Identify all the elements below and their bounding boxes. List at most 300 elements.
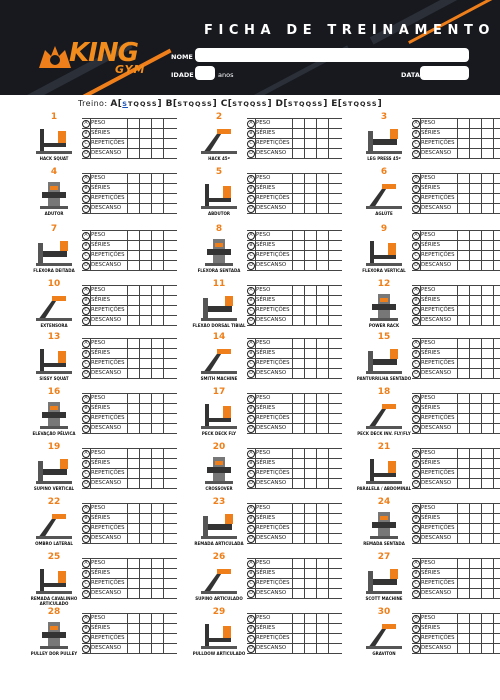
log-row-descanso[interactable] [247,316,342,326]
log-row-séries[interactable] [82,129,177,139]
row-letter-badge: B [247,515,255,523]
cell-divider [127,349,128,359]
row-label: DESCANSO [91,150,122,156]
log-row-peso[interactable] [82,231,177,241]
log-row-séries[interactable] [412,296,500,306]
log-row-peso[interactable] [412,449,500,459]
exercise-log-table [247,393,342,434]
treino-option-b[interactable] [162,99,217,108]
cell-divider [481,459,482,469]
row-label: DESCANSO [91,317,122,323]
log-row-peso[interactable] [82,174,177,184]
log-row-descanso[interactable] [82,316,177,326]
log-row-repetições[interactable] [82,194,177,204]
log-row-peso[interactable] [82,394,177,404]
log-row-peso[interactable] [412,504,500,514]
exercise-card [185,281,352,336]
cell-divider [139,394,140,404]
log-row-descanso[interactable] [412,261,500,271]
log-row-séries[interactable] [82,514,177,524]
cell-divider [127,286,128,296]
cell-divider [151,614,152,624]
row-label: DESCANSO [421,535,452,541]
row-label: REPETIÇÕES [256,525,290,531]
log-row-descanso[interactable] [82,424,177,434]
cell-divider [151,261,152,271]
log-row-repetições[interactable] [412,359,500,369]
row-letter-badge: C [412,525,420,533]
cell-divider [328,514,329,524]
cell-divider [457,129,458,139]
exercise-log-table [412,613,500,654]
log-row-peso[interactable] [412,339,500,349]
log-row-peso[interactable] [82,339,177,349]
log-row-repetições[interactable] [82,251,177,261]
exercise-card [350,281,500,336]
row-letter-badge: A [247,340,255,348]
log-row-descanso[interactable] [412,644,500,654]
log-row-séries[interactable] [247,241,342,251]
exercise-name: PECK DECK FLY [201,431,237,436]
cell-divider [493,339,494,349]
log-row-séries[interactable] [412,184,500,194]
exercise-log-table [247,503,342,544]
log-row-séries[interactable] [412,514,500,524]
log-row-séries[interactable] [82,349,177,359]
cell-divider [292,504,293,514]
cell-divider [493,394,494,404]
log-row-séries[interactable] [412,569,500,579]
log-row-peso[interactable] [412,174,500,184]
cell-divider [304,469,305,479]
machine-image [34,510,74,540]
row-label: DESCANSO [91,535,122,541]
exercise-log-table [82,338,177,379]
log-row-peso[interactable] [247,614,342,624]
age-field[interactable] [195,66,215,80]
log-row-repetições[interactable] [82,414,177,424]
cell-divider [151,404,152,414]
treino-day[interactable]: S [366,100,372,108]
log-row-repetições[interactable] [247,469,342,479]
treino-day[interactable]: Q [359,100,367,108]
treino-day[interactable]: T [237,100,244,108]
row-letter-badge: A [247,450,255,458]
machine-image [34,565,74,595]
name-label: NOME [171,53,193,61]
row-letter-badge: D [82,370,90,378]
cell-divider [139,174,140,184]
cell-divider [469,149,470,159]
log-row-repetições[interactable] [412,139,500,149]
log-row-peso[interactable] [247,394,342,404]
log-row-descanso[interactable] [247,644,342,654]
log-row-repetições[interactable] [247,359,342,369]
log-row-descanso[interactable] [82,589,177,599]
cell-divider [457,316,458,326]
cell-divider [151,569,152,579]
row-label: REPETIÇÕES [91,360,125,366]
treino-day[interactable]: T [293,100,300,108]
log-row-peso[interactable] [412,614,500,624]
treino-day[interactable]: S [342,100,348,108]
cell-divider [127,644,128,654]
log-row-descanso[interactable] [412,424,500,434]
cell-divider [304,394,305,404]
treino-day[interactable]: S [151,100,158,108]
row-letter-badge: B [82,297,90,305]
cell-divider [151,359,152,369]
cell-divider [457,644,458,654]
log-row-repetições[interactable] [82,139,177,149]
cell-divider [292,534,293,544]
row-letter-badge: C [412,360,420,368]
cell-divider [151,349,152,359]
treino-day[interactable]: S [122,100,128,108]
log-row-séries[interactable] [82,624,177,634]
log-row-séries[interactable] [247,569,342,579]
cell-divider [328,579,329,589]
log-row-repetições[interactable] [247,634,342,644]
treino-day[interactable]: Q [249,100,257,108]
log-row-peso[interactable] [412,231,500,241]
log-row-séries[interactable] [412,404,500,414]
treino-day[interactable]: S [261,100,268,108]
log-row-descanso[interactable] [412,479,500,489]
log-row-séries[interactable] [82,241,177,251]
row-label: PESO [256,175,271,181]
log-row-séries[interactable] [82,459,177,469]
cell-divider [469,414,470,424]
cell-divider [457,514,458,524]
cell-divider [127,231,128,241]
exercise-name: REMADA ARTICULADA [194,541,244,546]
cell-divider [292,204,293,214]
exercise-name: SUPINO VERTICAL [33,486,75,491]
log-row-repetições[interactable] [412,524,500,534]
log-row-peso[interactable] [247,231,342,241]
row-label: PESO [421,232,436,238]
log-row-repetições[interactable] [412,634,500,644]
row-letter-badge: C [82,307,90,315]
cell-divider [316,634,317,644]
log-row-repetições[interactable] [412,414,500,424]
log-row-peso[interactable] [247,559,342,569]
cell-divider [316,459,317,469]
exercise-number: 8 [215,224,223,234]
row-label: PESO [421,450,436,456]
row-letter-badge: B [412,297,420,305]
cell-divider [481,504,482,514]
log-row-repetições[interactable] [412,469,500,479]
log-row-descanso[interactable] [82,204,177,214]
log-row-descanso[interactable] [82,644,177,654]
log-row-repetições[interactable] [412,194,500,204]
row-label: REPETIÇÕES [256,307,290,313]
log-row-séries[interactable] [82,296,177,306]
treino-day[interactable]: S [256,100,262,108]
log-row-descanso[interactable] [247,589,342,599]
log-row-peso[interactable] [247,504,342,514]
log-row-repetições[interactable] [82,306,177,316]
cell-divider [481,174,482,184]
exercise-log-table [82,118,177,159]
log-row-séries[interactable] [247,349,342,359]
log-row-peso[interactable] [247,174,342,184]
log-row-peso[interactable] [82,119,177,129]
cell-divider [493,231,494,241]
treino-day[interactable]: Q [195,100,202,108]
log-row-repetições[interactable] [82,579,177,589]
cell-divider [457,504,458,514]
log-row-descanso[interactable] [247,149,342,159]
row-letter-badge: D [82,205,90,213]
treino-day[interactable]: S [201,100,207,108]
log-row-peso[interactable] [82,559,177,569]
cell-divider [292,286,293,296]
treino-day[interactable]: Q [139,100,147,108]
treino-option-e[interactable] [328,99,382,108]
machine-image [34,180,74,210]
cell-divider [328,251,329,261]
treino-day[interactable]: S [146,100,152,108]
row-letter-badge: B [412,570,420,578]
log-row-descanso[interactable] [82,261,177,271]
log-row-descanso[interactable] [412,534,500,544]
log-row-descanso[interactable] [82,369,177,379]
row-label: DESCANSO [91,205,122,211]
log-row-séries[interactable] [412,241,500,251]
log-row-peso[interactable] [412,394,500,404]
row-label: DESCANSO [256,645,287,651]
row-label: REPETIÇÕES [256,415,290,421]
exercise-name: FLEXÃO DORSAL TIBIAL [192,323,246,328]
treino-day[interactable]: S [232,100,238,108]
log-row-séries[interactable] [82,569,177,579]
log-row-séries[interactable] [412,624,500,634]
log-row-peso[interactable] [247,339,342,349]
log-row-descanso[interactable] [247,261,342,271]
row-letter-badge: C [412,470,420,478]
log-row-descanso[interactable] [247,479,342,489]
log-row-descanso[interactable] [247,534,342,544]
log-row-descanso[interactable] [82,534,177,544]
age-unit: anos [218,71,234,79]
treino-day[interactable]: T [348,100,354,108]
row-letter-badge: C [412,140,420,148]
cell-divider [304,614,305,624]
log-row-repetições[interactable] [82,469,177,479]
log-row-repetições[interactable] [247,306,342,316]
exercise-card [185,609,352,664]
row-label: SÉRIES [91,242,110,248]
row-label: DESCANSO [256,535,287,541]
log-row-repetições[interactable] [82,524,177,534]
log-row-séries[interactable] [247,459,342,469]
treino-option-c[interactable] [217,99,272,108]
treino-day[interactable]: S [317,100,324,108]
cell-divider [304,359,305,369]
row-label: REPETIÇÕES [256,580,290,586]
treino-option-a[interactable] [110,99,162,108]
cell-divider [163,184,164,194]
log-row-repetições[interactable] [82,634,177,644]
cell-divider [481,394,482,404]
exercise-number: 12 [377,279,391,289]
treino-day[interactable]: S [312,100,318,108]
page-title: FICHA DE TREINAMENTO [204,23,496,38]
cell-divider [292,589,293,599]
treino-day[interactable]: Q [305,100,313,108]
log-row-descanso[interactable] [412,149,500,159]
log-row-peso[interactable] [412,286,500,296]
cell-divider [139,459,140,469]
cell-divider [163,644,164,654]
cell-divider [481,231,482,241]
row-label: REPETIÇÕES [91,470,125,476]
bracket: ] [323,99,328,109]
log-row-descanso[interactable] [412,204,500,214]
log-row-séries[interactable] [412,459,500,469]
log-row-repetições[interactable] [247,194,342,204]
treino-day[interactable]: S [177,100,184,108]
treino-day[interactable]: S [287,100,294,108]
log-row-séries[interactable] [247,514,342,524]
cell-divider [292,414,293,424]
log-row-séries[interactable] [82,184,177,194]
bracket: [ [337,99,343,109]
row-letter-badge: D [82,480,90,488]
cell-divider [469,139,470,149]
row-label: REPETIÇÕES [91,635,125,641]
log-row-descanso[interactable] [412,316,500,326]
cell-divider [139,579,140,589]
treino-day[interactable]: Q [243,100,250,108]
logo-subtext: GYM [115,63,146,76]
cell-divider [469,514,470,524]
treino-letter: B [162,99,173,109]
log-row-séries[interactable] [412,349,500,359]
treino-day[interactable]: S [371,100,378,108]
exercise-number: 5 [215,167,223,177]
cell-divider [304,579,305,589]
cell-divider [493,504,494,514]
treino-day[interactable]: Q [353,100,360,108]
log-row-descanso[interactable] [247,369,342,379]
row-label: PESO [91,505,106,511]
log-row-séries[interactable] [247,184,342,194]
row-letter-badge: A [82,175,90,183]
log-row-peso[interactable] [82,286,177,296]
log-row-séries[interactable] [247,296,342,306]
cell-divider [469,524,470,534]
cell-divider [457,339,458,349]
log-row-repetições[interactable] [247,139,342,149]
log-row-peso[interactable] [412,559,500,569]
treino-day[interactable]: S [206,100,213,108]
cell-divider [139,514,140,524]
name-field[interactable] [195,48,469,62]
row-label: PESO [256,505,271,511]
log-row-descanso[interactable] [82,479,177,489]
log-row-descanso[interactable] [247,424,342,434]
machine-image [364,455,404,485]
log-row-repetições[interactable] [247,414,342,424]
date-field[interactable] [420,66,469,80]
log-row-repetições[interactable] [247,579,342,589]
row-label: SÉRIES [91,130,110,136]
log-row-repetições[interactable] [82,359,177,369]
cell-divider [469,394,470,404]
log-row-repetições[interactable] [412,251,500,261]
log-row-peso[interactable] [247,119,342,129]
log-row-descanso[interactable] [412,369,500,379]
log-row-séries[interactable] [82,404,177,414]
cell-divider [316,174,317,184]
treino-day[interactable]: T [183,100,189,108]
cell-divider [457,349,458,359]
log-row-séries[interactable] [247,624,342,634]
log-row-séries[interactable] [247,404,342,414]
log-row-repetições[interactable] [247,251,342,261]
cell-divider [469,579,470,589]
cell-divider [493,316,494,326]
row-label: PESO [256,450,271,456]
log-row-peso[interactable] [82,449,177,459]
log-row-peso[interactable] [247,286,342,296]
cell-divider [493,634,494,644]
log-row-descanso[interactable] [82,149,177,159]
log-row-peso[interactable] [82,614,177,624]
cell-divider [481,184,482,194]
machine-image [364,180,404,210]
exercise-log-table [82,448,177,489]
treino-day[interactable]: Q [133,100,140,108]
cell-divider [481,306,482,316]
cell-divider [493,624,494,634]
log-row-peso[interactable] [82,504,177,514]
cell-divider [139,414,140,424]
row-label: DESCANSO [91,480,122,486]
log-row-descanso[interactable] [412,589,500,599]
treino-day[interactable]: Q [299,100,306,108]
treino-day[interactable]: Q [188,100,196,108]
cell-divider [139,534,140,544]
exercise-name: FLEXORA DEITADA [33,268,75,273]
machine-image [364,237,404,267]
log-row-séries[interactable] [412,129,500,139]
log-row-repetições[interactable] [412,579,500,589]
treino-letter: E [327,99,338,109]
log-row-peso[interactable] [247,449,342,459]
log-row-repetições[interactable] [412,306,500,316]
exercise-card [185,444,352,499]
log-row-peso[interactable] [412,119,500,129]
row-letter-badge: C [412,307,420,315]
cell-divider [469,306,470,316]
exercise-log-table [412,393,500,434]
log-row-descanso[interactable] [247,204,342,214]
cell-divider [457,286,458,296]
cell-divider [151,129,152,139]
log-row-séries[interactable] [247,129,342,139]
treino-day[interactable]: T [127,100,134,108]
cell-divider [481,296,482,306]
log-row-repetições[interactable] [247,524,342,534]
cell-divider [328,349,329,359]
treino-option-d[interactable] [272,99,328,108]
cell-divider [139,241,140,251]
